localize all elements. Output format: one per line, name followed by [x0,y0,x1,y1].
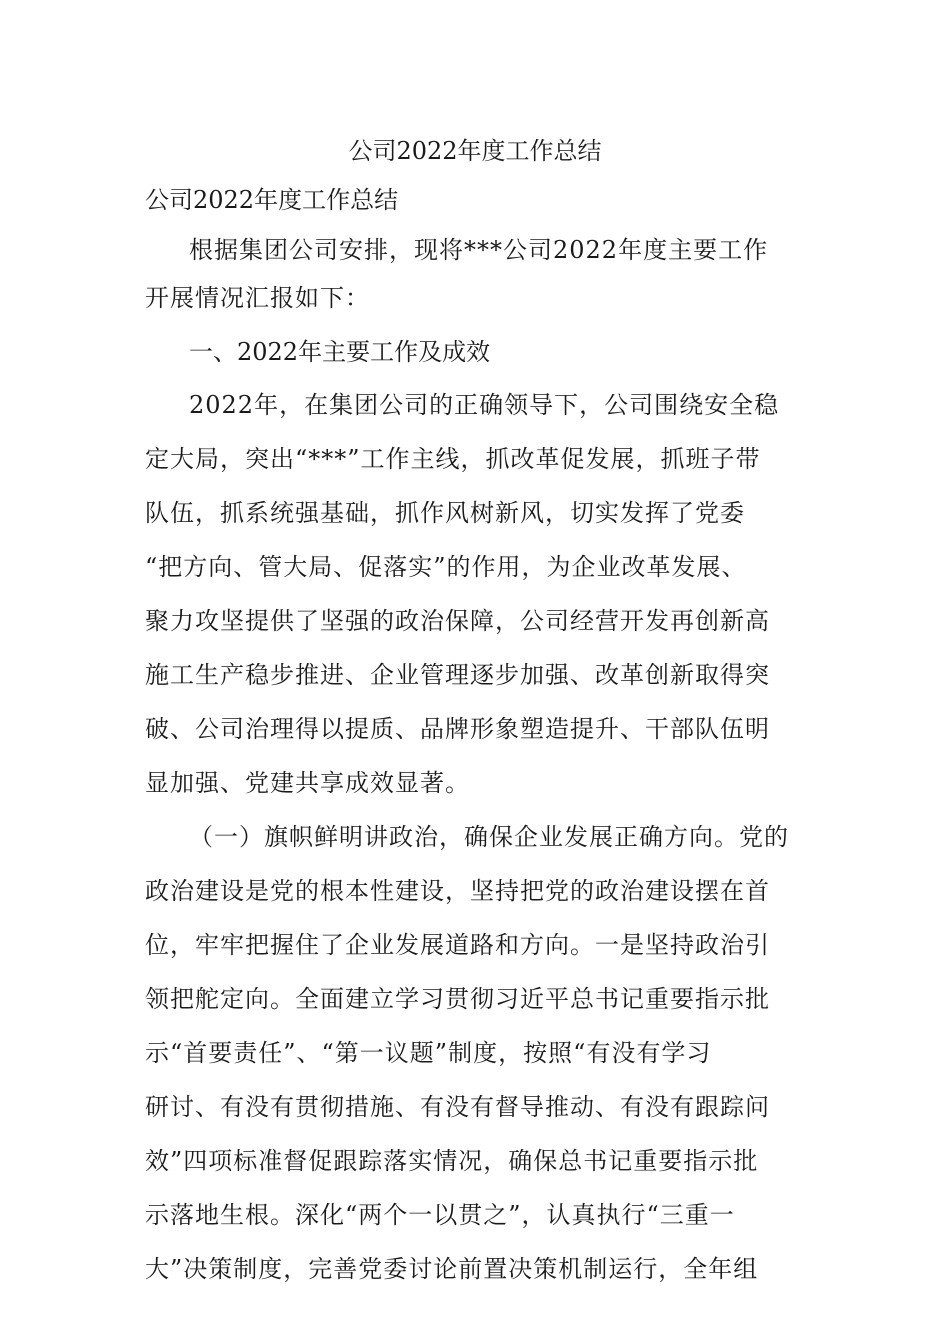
section-heading: 一、2022年主要工作及成效 [189,338,491,366]
text-line: 示落地生根。深化“两个一以贯之”，认真执行“三重一 [145,1201,735,1229]
text-line: 聚力攻坚提供了坚强的政治保障，公司经营开发再创新高 [145,607,770,635]
text-line: 领把舵定向。全面建立学习贯彻习近平总书记重要指示批 [145,985,770,1013]
text-line: （一）旗帜鲜明讲政治，确保企业发展正确方向。党的 [189,823,789,851]
text-line: 位，牢牢把握住了企业发展道路和方向。一是坚持政治引 [145,931,770,959]
document-subtitle: 公司2022年度工作总结 [145,186,399,214]
text-line: 显加强、党建共享成效显著。 [145,769,470,797]
text-line: 定大局，突出“***”工作主线，抓改革促发展，抓班子带 [145,445,761,473]
document-title: 公司2022年度工作总结 [348,137,602,165]
text-line: 2022年，在集团公司的正确领导下，公司围绕安全稳 [189,391,780,419]
text-line: 效”四项标准督促跟踪落实情况，确保总书记重要指示批 [145,1147,759,1175]
document-body [145,182,810,1296]
text-line: 根据集团公司安排，现将***公司2022年度主要工作 [189,236,769,264]
text-line: 示“首要责任”、“第一议题”制度，按照“有没有学习 [145,1039,712,1067]
text-line: 政治建设是党的根本性建设，坚持把党的政治建设摆在首 [145,877,770,905]
text-line: 研讨、有没有贯彻措施、有没有督导推动、有没有跟踪问 [145,1093,770,1121]
paragraph-politics [145,810,810,1296]
text-line: 施工生产稳步推进、企业管理逐步加强、改革创新取得突 [145,661,770,689]
text-line: 开展情况汇报如下： [145,284,370,312]
intro-paragraph [145,226,810,322]
text-line: 队伍，抓系统强基础，抓作风树新风，切实发挥了党委 [145,499,745,527]
text-line: 破、公司治理得以提质、品牌形象塑造提升、干部队伍明 [145,715,770,743]
text-line: “把方向、管大局、促落实”的作用，为企业改革发展、 [145,553,747,581]
text-line: 大”决策制度，完善党委讨论前置决策机制运行，全年组 [145,1255,759,1283]
paragraph-achievements [145,378,810,810]
